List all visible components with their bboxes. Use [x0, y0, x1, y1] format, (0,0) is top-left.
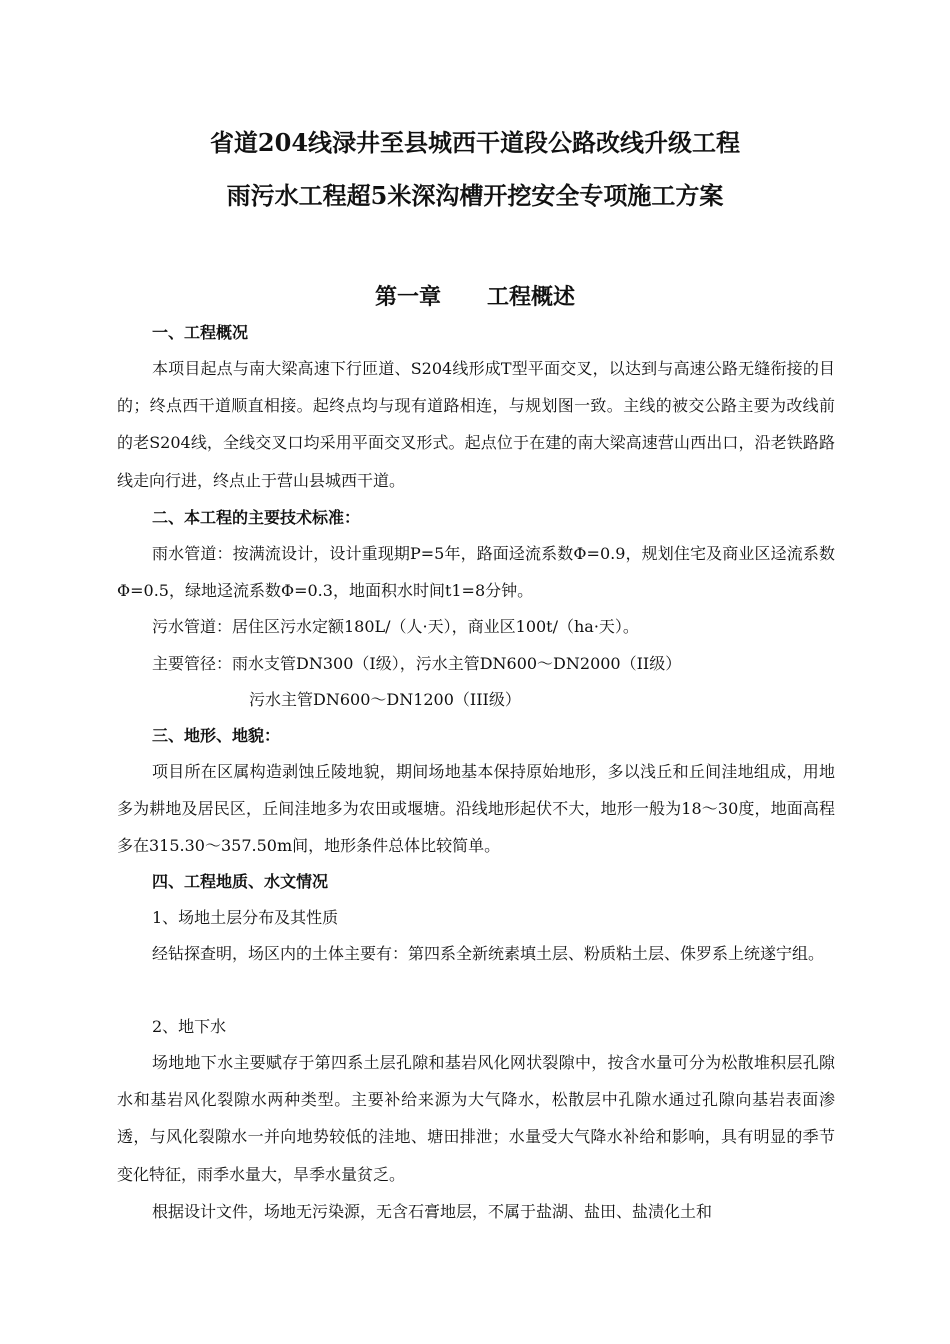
document-title-line-1: 省道204线渌井至县城西干道段公路改线升级工程: [209, 128, 741, 157]
paragraph-terrain: 项目所在区属构造剥蚀丘陵地貌，期间场地基本保持原始地形，多以浅丘和丘间洼地组成，用地多为耕地及居民区，丘间洼地多为农田或堰塘。沿线地形起伏不大，地形一般为18～30度，地面高程多在315.30～357.50m间，地形条件总体比较简单。: [117, 762, 835, 856]
section-heading-geology: 四、工程地质、水文情况: [152, 872, 329, 891]
section-heading-standards: 二、本工程的主要技术标准：: [152, 508, 361, 527]
paragraph-design-documents: 根据设计文件，场地无污染源，无含石膏地层，不属于盐湖、盐田、盐渍化土和: [152, 1202, 713, 1221]
subheading-soil-layers: 1、场地土层分布及其性质: [152, 908, 339, 927]
chapter-heading: 第一章 工程概述: [375, 284, 575, 310]
paragraph-overview: 本项目起点与南大梁高速下行匝道、S204线形成T型平面交叉，以达到与高速公路无缝衔接的目的；终点西干道顺直相接。起终点均与现有道路相连，与规划图一致。主线的被交公路主要为改线前的老S204线，全线交叉口均采用平面交叉形式。起点位于在建的南大梁高速营山西出口，沿老铁路路线走向行进，终点止于营山县城西干道。: [117, 359, 835, 490]
paragraph-groundwater: 场地地下水主要赋存于第四系土层孔隙和基岩风化网状裂隙中，按含水量可分为松散堆积层孔隙水和基岩风化裂隙水两种类型。主要补给来源为大气降水，松散层中孔隙水通过孔隙向基岩表面渗透，与风化裂隙水一并向地势较低的洼地、塘田排泄；水量受大气降水补给和影响，具有明显的季节变化特征，雨季水量大，旱季水量贫乏。: [117, 1053, 835, 1184]
pipe-diameter-line-1: 主要管径：雨水支管DN300（I级），污水主管DN600～DN2000（II级）: [152, 654, 682, 673]
paragraph-rain-pipe: 雨水管道：按满流设计，设计重现期P=5年，路面迳流系数Φ=0.9，规划住宅及商业区迳流系数Φ=0.5，绿地迳流系数Φ=0.3，地面积水时间t1=8分钟。: [117, 544, 835, 601]
pipe-diameter-line-2: 污水主管DN600～DN1200（III级）: [249, 690, 521, 709]
section-heading-overview: 一、工程概况: [152, 323, 249, 342]
paragraph-soil-layers: 经钻探查明，场区内的土体主要有：第四系全新统素填土层、粉质粘土层、侏罗系上统遂宁组。: [152, 944, 825, 963]
document-title-line-2: 雨污水工程超5米深沟槽开挖安全专项施工方案: [226, 181, 724, 210]
subheading-groundwater: 2、地下水: [152, 1017, 227, 1036]
paragraph-sewage-pipe: 污水管道：居住区污水定额180L/（人·天），商业区100t/（ha·天）。: [152, 617, 639, 636]
section-heading-terrain: 三、地形、地貌：: [152, 726, 281, 745]
